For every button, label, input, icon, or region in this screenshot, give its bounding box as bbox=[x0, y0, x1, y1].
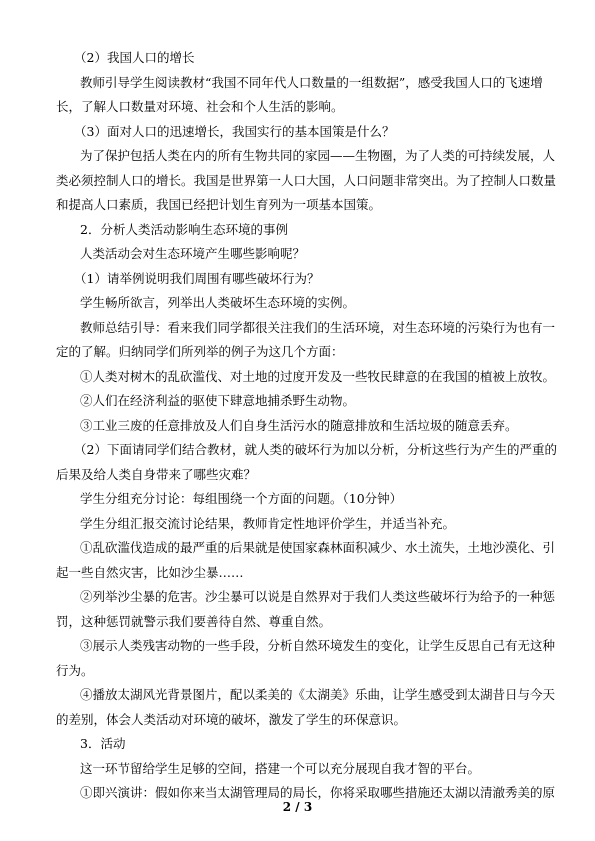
text-line: （2）我国人口的增长 bbox=[74, 50, 195, 65]
text-line: 学生分组汇报交流讨论结果，教师肯定性地评价学生，并适当补充。 bbox=[80, 515, 456, 531]
text-line: 为了保护包括人类在内的所有生物共同的家园——生物圈，为了人类的可持续发展，人 bbox=[80, 148, 556, 163]
text-line: ①人类对树木的乱砍滥伐、对土地的过度开发及一些牧民肆意的在我国的植被上放牧。 bbox=[80, 368, 556, 384]
text-line: （3）面对人口的迅速增长，我国实行的基本国策是什么？ bbox=[74, 123, 395, 139]
page-number: 2 / 3 bbox=[282, 800, 313, 814]
text-line: ①即兴演讲：假如你来当太湖管理局的局长，你将采取哪些措施还太湖以清澈秀美的原 bbox=[80, 785, 556, 800]
text-line: 学生畅所欲言，列举出人类破坏生态环境的实例。 bbox=[80, 295, 356, 310]
text-line: ①乱砍滥伐造成的最严重的后果就是使国家森林面积减少、水土流失，土地沙漠化、引 bbox=[80, 540, 556, 555]
text-line: 教师总结引导：看来我们同学都很关注我们的生活环境，对生态环境的污染行为也有一 bbox=[80, 319, 556, 335]
text-line: 类必须控制人口的增长。我国是世界第一人口大国，人口问题非常突出。为了控制人口数量 bbox=[56, 172, 557, 188]
text-line: 学生分组充分讨论：每组围绕一个方面的问题。（10分钟） bbox=[80, 491, 403, 506]
section-heading: 3．活动 bbox=[80, 736, 126, 751]
section-heading: 2．分析人类活动影响生态环境的事例 bbox=[80, 221, 288, 237]
text-line: 罚，这种惩罚就警示我们要善待自然、尊重自然。 bbox=[56, 613, 332, 629]
text-line: ②列举沙尘暴的危害。沙尘暴可以说是自然界对于我们人类这些破坏行为给予的一种惩 bbox=[80, 589, 556, 604]
text-line: 行为。 bbox=[56, 662, 94, 678]
text-line: ④播放太湖风光背景图片，配以柔美的《太湖美》乐曲，让学生感受到太湖昔日与今天 bbox=[80, 687, 556, 702]
text-line: （2）下面请同学们结合教材，就人类的破坏行为加以分析，分析这些行为产生的严重的 bbox=[74, 442, 557, 457]
text-line: （1）请举例说明我们周围有哪些破坏行为？ bbox=[74, 270, 320, 286]
text-line: 长，了解人口数量对环境、社会和个人生活的影响。 bbox=[56, 99, 344, 114]
text-line: 这一环节留给学生足够的空间，搭建一个可以充分展现自我才智的平台。 bbox=[80, 760, 481, 776]
text-line: ②人们在经济利益的驱使下肆意地捕杀野生动物。 bbox=[80, 393, 356, 408]
text-line: 的差别，体会人类活动对环境的破坏，激发了学生的环保意识。 bbox=[56, 711, 407, 727]
text-line: ③工业三废的任意排放及人们自身生活污水的随意排放和生活垃圾的随意丢弃。 bbox=[80, 417, 518, 433]
text-line: 和提高人口素质，我国已经把计划生育列为一项基本国策。 bbox=[56, 197, 382, 212]
text-line: 起一些自然灾害，比如沙尘暴…… bbox=[56, 564, 244, 580]
text-line: 定的了解。归纳同学们所列举的例子为这几个方面： bbox=[56, 344, 344, 359]
text-line: ③展示人类残害动物的一些手段，分析自然环境发生的变化，让学生反思自己有无这种 bbox=[80, 638, 556, 653]
text-line: 教师引导学生阅读教材“我国不同年代人口数量的一组数据”，感受我国人口的飞速增 bbox=[80, 74, 543, 90]
text-line: 人类活动会对生态环境产生哪些影响呢？ bbox=[80, 246, 306, 261]
text-line: 后果及给人类自身带来了哪些灾难？ bbox=[56, 466, 257, 482]
